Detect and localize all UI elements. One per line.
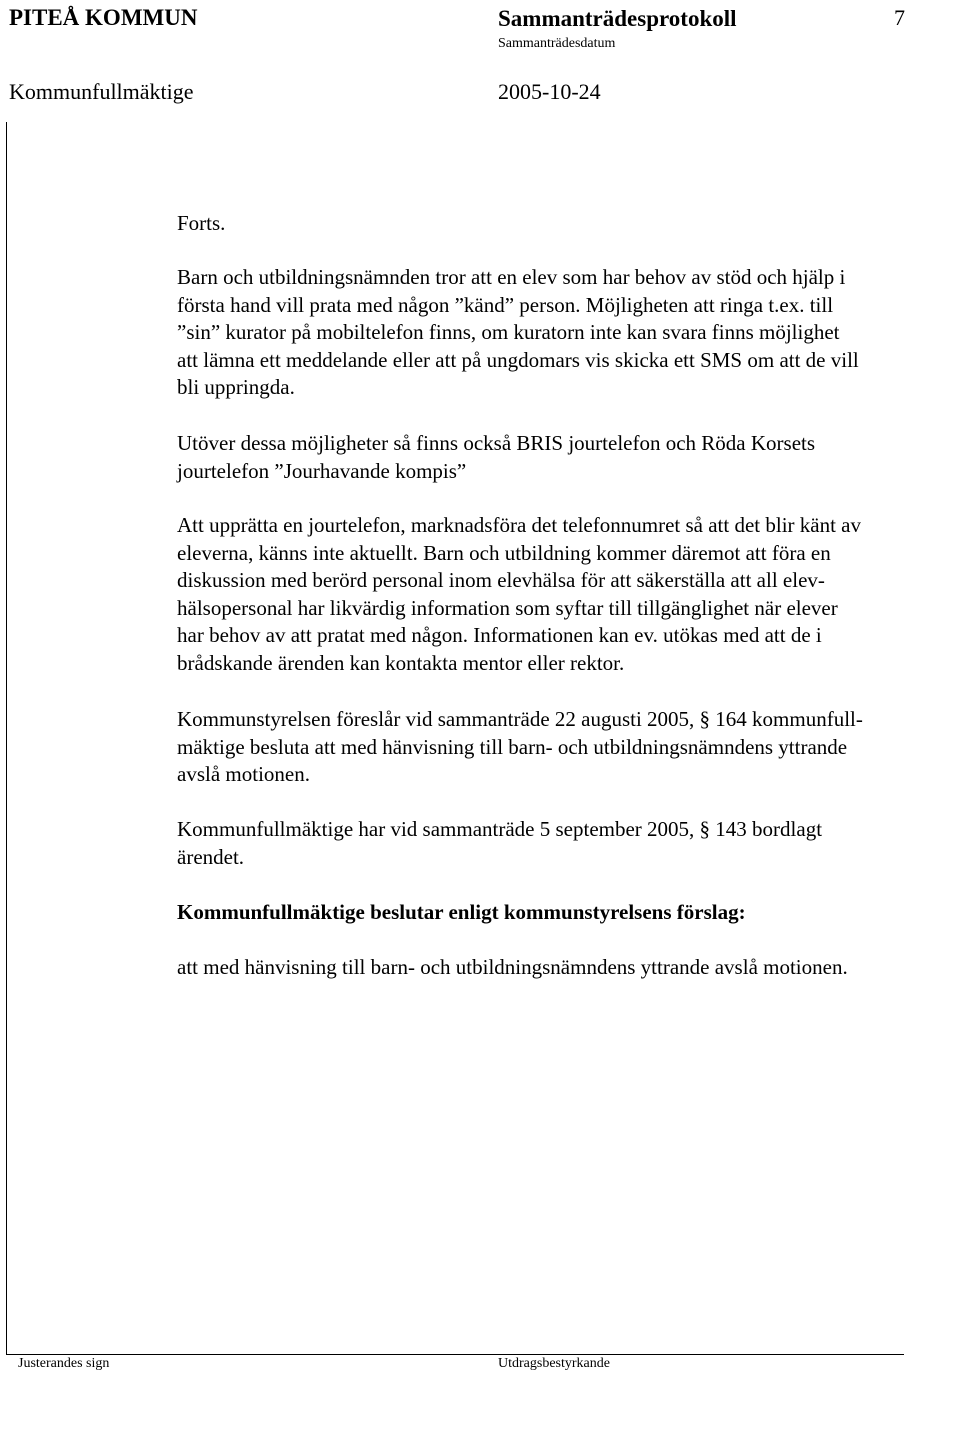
text-line: första hand vill prata med någon ”känd” person. Möjligheten att ringa t.ex. till xyxy=(177,292,834,317)
text-line: brådskande ärenden kan kontakta mentor eller rektor. xyxy=(177,650,625,675)
paragraph-4 xyxy=(177,706,863,789)
paragraph-5 xyxy=(177,816,822,871)
forts-label: Forts. xyxy=(177,211,226,235)
footer-utdragsbestyrkande: Utdragsbestyrkande xyxy=(498,1356,610,1371)
paragraph-3 xyxy=(177,512,861,677)
text-line: bli uppringda. xyxy=(177,375,295,399)
meeting-body: Kommunfullmäktige xyxy=(9,79,194,104)
meeting-date: 2005-10-24 xyxy=(498,79,601,104)
text-line: ärendet. xyxy=(177,844,245,869)
footer-rule xyxy=(6,1354,904,1355)
text-line: Utöver dessa möjligheter så finns också BRIS jourtelefon och Röda Korsets xyxy=(177,431,816,455)
decision-heading: Kommunfullmäktige beslutar enligt kommunstyrelsens förslag: xyxy=(177,900,746,924)
org-name: PITEÅ KOMMUN xyxy=(9,5,198,30)
text-line: mäktige besluta att med hänvisning till barn- och utbildningsnämndens yttrande xyxy=(177,734,848,759)
text-line: jourtelefon ”Jourhavande kompis” xyxy=(177,458,467,483)
text-line: diskussion med berörd personal inom elevhälsa för att säkerställa att all elev- xyxy=(177,568,825,592)
document-type: Sammanträdesprotokoll xyxy=(498,6,737,31)
text-line: Kommunstyrelsen föreslår vid sammanträde 22 augusti 2005, § 164 kommunfull- xyxy=(177,707,863,731)
paragraph-1 xyxy=(177,264,859,402)
left-margin-rule xyxy=(6,122,7,1354)
text-line: Kommunfullmäktige har vid sammanträde 5 september 2005, § 143 bordlagt xyxy=(177,817,823,841)
decision-text: att med hänvisning till barn- och utbildningsnämndens yttrande avslå motionen. xyxy=(177,955,848,979)
text-line: Att upprätta en jourtelefon, marknadsföra det telefonnumret så att det blir känt av xyxy=(177,513,862,537)
text-line: avslå motionen. xyxy=(177,762,310,786)
text-line: ”sin” kurator på mobiltelefon finns, om kuratorn inte kan svara finns möjlighet xyxy=(177,320,840,344)
text-line: hälsopersonal har likvärdig information som syftar till tillgänglighet när elever xyxy=(177,595,838,620)
text-line: att lämna ett meddelande eller att på ungdomars vis skicka ett SMS om att de vill xyxy=(177,347,859,372)
footer-justerandes-sign: Justerandes sign xyxy=(18,1356,110,1371)
page-number: 7 xyxy=(894,5,905,30)
date-label: Sammanträdesdatum xyxy=(498,36,616,51)
paragraph-2 xyxy=(177,430,815,485)
text-line: har behov av att pratat med någon. Informationen kan ev. utökas med att de i xyxy=(177,623,822,647)
text-line: Barn och utbildningsnämnden tror att en elev som har behov av stöd och hjälp i xyxy=(177,265,846,289)
text-line: eleverna, känns inte aktuellt. Barn och utbildning kommer däremot att föra en xyxy=(177,540,831,565)
